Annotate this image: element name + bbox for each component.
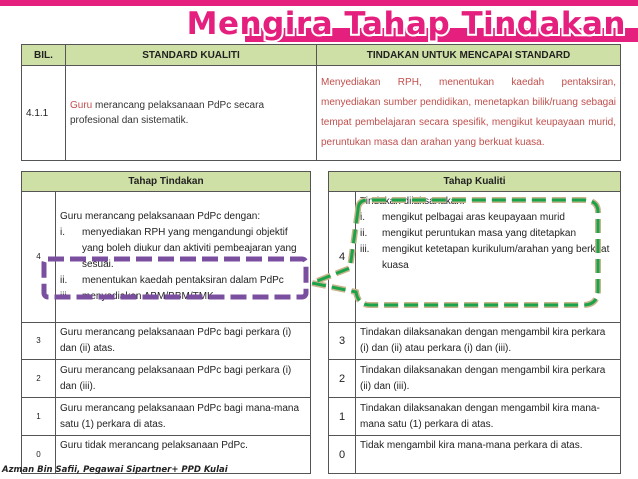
tindakan-level: 0 bbox=[22, 436, 56, 474]
kualiti-level: 4 bbox=[329, 192, 356, 323]
list-item bbox=[60, 289, 306, 305]
list-item-number: i. bbox=[60, 227, 65, 238]
standard-subject: Guru bbox=[70, 100, 93, 111]
list-item-text: menyediakan RPH yang mengandungi objektif yang boleh diukur dan aktiviti pembeajaran yang sesuai. bbox=[82, 227, 297, 270]
kualiti-level: 1 bbox=[329, 398, 356, 436]
bil-value: 4.1.1 bbox=[22, 66, 66, 161]
kualiti-cell: Tindakan dilaksanakan dengan mengambil kira perkara (i) dan (ii) atau perkara (i) dan (iii). bbox=[356, 323, 621, 360]
tahap-tindakan-table bbox=[21, 171, 311, 474]
tindakan-cell: Guru merancang pelaksanaan PdPc bagi perkara (i) dan (ii) atas. bbox=[56, 323, 311, 360]
tahap-tindakan-header: Tahap Tindakan bbox=[22, 172, 311, 192]
tahap-kualiti-table bbox=[328, 171, 621, 474]
list-item-number: i. bbox=[360, 212, 365, 223]
list-item-number: iii. bbox=[60, 291, 70, 302]
list-item-number: ii. bbox=[360, 228, 368, 239]
standard-text bbox=[66, 66, 317, 161]
standard-rest: merancang pelaksanaan PdPc secara profesional dan sistematik. bbox=[70, 100, 265, 126]
list-item bbox=[360, 242, 616, 274]
tindakan-cell bbox=[56, 192, 311, 323]
tindakan-intro: Guru merancang pelaksanaan PdPc dengan: bbox=[60, 211, 261, 222]
header-tindakan: TINDAKAN UNTUK MENCAPAI STANDARD bbox=[317, 45, 621, 66]
kualiti-cell: Tidak mengambil kira mana-mana perkara di atas. bbox=[356, 436, 621, 474]
list-item-text: mengikut ketetapan kurikulum/arahan yang berkuat kuasa bbox=[382, 244, 610, 271]
list-item-text: mengikut peruntukan masa yang ditetapkan bbox=[382, 228, 577, 239]
header-bil: BIL. bbox=[22, 45, 66, 66]
tindakan-list bbox=[60, 225, 306, 305]
kualiti-intro: Tindakan dilaksanakan: bbox=[360, 196, 465, 207]
list-item bbox=[360, 210, 616, 226]
list-item-text: menentukan kaedah pentaksiran dalam PdPc bbox=[82, 275, 284, 286]
list-item bbox=[60, 273, 306, 289]
tindakan-level: 3 bbox=[22, 323, 56, 360]
kualiti-cell: Tindakan dilaksanakan dengan mengambil kira mana-mana satu (1) perkara di atas. bbox=[356, 398, 621, 436]
list-item-number: iii. bbox=[360, 244, 370, 255]
kualiti-list bbox=[360, 210, 616, 274]
list-item-text: mengikut pelbagai aras keupayaan murid bbox=[382, 212, 565, 223]
tindakan-cell: Guru merancang pelaksanaan PdPc bagi perkara (i) dan (iii). bbox=[56, 360, 311, 398]
kualiti-cell bbox=[356, 192, 621, 323]
kualiti-level: 0 bbox=[329, 436, 356, 474]
tindakan-text: Menyediakan RPH, menentukan kaedah pentaksiran, menyediakan sumber pendidikan, menetapkan bilik/ruang sebagai tempat pembelajaran secara spesifik, mengikut keupayaan murid, peruntukan masa dan arahan yang berkuat kuasa. bbox=[317, 66, 621, 161]
tindakan-cell: Guru merancang pelaksanaan PdPc bagi mana-mana satu (1) perkara di atas. bbox=[56, 398, 311, 436]
list-item bbox=[360, 226, 616, 242]
kualiti-level: 2 bbox=[329, 360, 356, 398]
list-item-number: ii. bbox=[60, 275, 68, 286]
kualiti-level: 3 bbox=[329, 323, 356, 360]
header-standard-kualiti: STANDARD KUALITI bbox=[66, 45, 317, 66]
standard-table bbox=[21, 44, 621, 161]
tindakan-level: 1 bbox=[22, 398, 56, 436]
kualiti-cell: Tindakan dilaksanakan dengan mengambil kira perkara (ii) dan (iii). bbox=[356, 360, 621, 398]
tindakan-cell: Guru tidak merancang pelaksanaan PdPc. bbox=[56, 436, 311, 474]
tahap-kualiti-header: Tahap Kualiti bbox=[329, 172, 621, 192]
list-item bbox=[60, 225, 306, 273]
title-area bbox=[0, 4, 638, 44]
tindakan-level: 2 bbox=[22, 360, 56, 398]
page-title: Mengira Tahap Tindakan bbox=[186, 6, 626, 42]
list-item-text: menyediakan ABM/BBM/TMK bbox=[82, 291, 214, 302]
tindakan-level: 4 bbox=[22, 192, 56, 323]
author-credit: Azman Bin Safii, Pegawai Sipartner+ PPD Kulai bbox=[2, 465, 228, 475]
